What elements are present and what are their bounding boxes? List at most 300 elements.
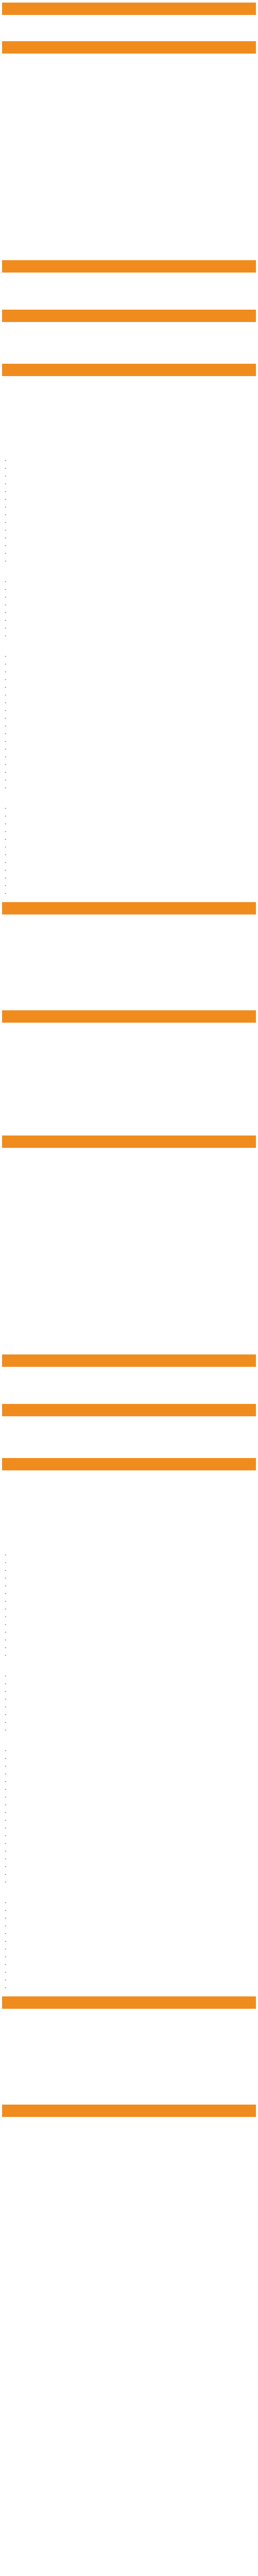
list-title xyxy=(4,645,254,652)
list-item xyxy=(4,715,254,722)
bullet-list xyxy=(4,457,254,565)
list-item xyxy=(4,812,254,820)
section-header-bar xyxy=(2,310,256,322)
list-item xyxy=(4,1914,254,1922)
list-item xyxy=(4,784,254,792)
paragraph-line xyxy=(4,212,254,220)
paragraph-line xyxy=(4,2010,254,2018)
list-item xyxy=(4,1907,254,1914)
list-item xyxy=(4,882,254,890)
section-header-bar xyxy=(2,41,256,54)
list-item xyxy=(4,874,254,882)
list-item xyxy=(4,1793,254,1801)
paragraph xyxy=(4,1044,254,1060)
paragraph-line xyxy=(4,1123,254,1131)
list-item xyxy=(4,527,254,534)
section-header-bar xyxy=(2,1458,256,1470)
paragraph-line xyxy=(4,1205,254,1212)
paragraph-line xyxy=(4,138,254,146)
paragraph-line xyxy=(4,1426,254,1433)
paragraph-line xyxy=(4,1166,254,1174)
list-item xyxy=(4,617,254,624)
paragraph-line xyxy=(4,1024,254,1032)
list-item xyxy=(4,1711,254,1719)
list-item xyxy=(4,1613,254,1621)
list-item xyxy=(4,761,254,769)
bullet-list xyxy=(4,1899,254,1992)
list-item xyxy=(4,1621,254,1629)
paragraph-line xyxy=(4,282,254,290)
paragraph xyxy=(4,158,254,228)
list-item xyxy=(4,550,254,557)
list-item xyxy=(4,1938,254,1945)
list-item xyxy=(4,1961,254,1969)
paragraph-line xyxy=(4,2041,254,2049)
section-body xyxy=(2,1368,256,1399)
list-item xyxy=(4,707,254,715)
list-item xyxy=(4,1652,254,1659)
paragraph-line xyxy=(4,931,254,939)
paragraph-line xyxy=(4,1392,254,1399)
paragraph-line xyxy=(4,1418,254,1426)
paragraph-line xyxy=(4,274,254,282)
list-item xyxy=(4,609,254,617)
paragraph-line xyxy=(4,1291,254,1299)
list-item xyxy=(4,828,254,836)
section-body xyxy=(2,274,256,305)
list-item xyxy=(4,457,254,465)
paragraph-line xyxy=(4,1217,254,1225)
list-item xyxy=(4,769,254,776)
bullet-list xyxy=(4,653,254,792)
section-heading xyxy=(7,310,251,322)
paragraph-line xyxy=(4,1252,254,1260)
paragraph-line xyxy=(4,64,254,72)
paragraph xyxy=(4,1252,254,1322)
list-item xyxy=(4,519,254,527)
paragraph xyxy=(4,1368,254,1399)
bullet-list xyxy=(4,805,254,897)
paragraph-line xyxy=(4,2092,254,2100)
section-header-bar xyxy=(2,3,256,15)
paragraph-line xyxy=(4,975,254,982)
list-item xyxy=(4,1930,254,1938)
list-item xyxy=(4,745,254,753)
list-item xyxy=(4,805,254,812)
paragraph-line xyxy=(4,1368,254,1376)
paragraph-line xyxy=(4,1438,254,1446)
paragraph-line xyxy=(4,429,254,436)
list-item xyxy=(4,1567,254,1574)
paragraph-line xyxy=(4,1260,254,1268)
paragraph-line xyxy=(4,181,254,189)
paragraph-line xyxy=(4,1225,254,1232)
paragraph xyxy=(4,1418,254,1433)
list-item xyxy=(4,699,254,707)
paragraph-line xyxy=(4,1531,254,1538)
paragraph-line xyxy=(4,166,254,174)
list-item xyxy=(4,776,254,784)
paragraph-line xyxy=(4,1307,254,1314)
list-item xyxy=(4,660,254,668)
list-item xyxy=(4,1559,254,1567)
paragraph-line xyxy=(4,1480,254,1487)
list-item xyxy=(4,1726,254,1734)
list-item xyxy=(4,465,254,472)
section-header-bar xyxy=(2,364,256,376)
paragraph-line xyxy=(4,297,254,305)
document-page xyxy=(0,3,258,2576)
paragraph-line xyxy=(4,240,254,248)
list-item xyxy=(4,867,254,874)
paragraph-line xyxy=(4,1384,254,1392)
paragraph-line xyxy=(4,1080,254,1088)
paragraph xyxy=(4,1158,254,1212)
paragraph-line xyxy=(4,2166,254,2174)
paragraph-line xyxy=(4,2182,254,2190)
list-item xyxy=(4,1801,254,1809)
paragraph-line xyxy=(4,385,254,393)
list-item xyxy=(4,542,254,550)
list-item xyxy=(4,1703,254,1711)
paragraph-line xyxy=(4,290,254,297)
paragraph-line xyxy=(4,1487,254,1495)
paragraph-line xyxy=(4,1197,254,1205)
paragraph-line xyxy=(4,110,254,118)
list-item xyxy=(4,1840,254,1848)
paragraph xyxy=(4,123,254,154)
section-heading xyxy=(7,1458,251,1470)
paragraph-line xyxy=(4,421,254,429)
paragraph-line xyxy=(4,436,254,444)
list-item xyxy=(4,1688,254,1696)
paragraph-line xyxy=(4,1276,254,1283)
list-item xyxy=(4,480,254,488)
list-item xyxy=(4,1969,254,1976)
section-body xyxy=(2,1149,256,1350)
paragraph xyxy=(4,1024,254,1040)
section-header-bar xyxy=(2,260,256,273)
paragraph-line xyxy=(4,1507,254,1515)
bullet-list xyxy=(4,1672,254,1734)
list-item xyxy=(4,1953,254,1961)
section-subheading xyxy=(4,55,254,63)
list-item xyxy=(4,859,254,867)
paragraph xyxy=(4,344,254,359)
list-item xyxy=(4,753,254,761)
section-heading xyxy=(7,3,251,15)
paragraph xyxy=(4,1100,254,1131)
paragraph-line xyxy=(4,197,254,205)
list-item xyxy=(4,1770,254,1778)
list-item xyxy=(4,1778,254,1786)
section-heading xyxy=(7,364,251,376)
paragraph-line xyxy=(4,1232,254,1240)
paragraph xyxy=(4,1507,254,1538)
section-heading xyxy=(7,1010,251,1023)
paragraph-line xyxy=(4,1115,254,1123)
list-item xyxy=(4,722,254,730)
paragraph-line xyxy=(4,87,254,95)
paragraph-line xyxy=(4,2119,254,2126)
list-item xyxy=(4,1672,254,1680)
paragraph xyxy=(4,2194,254,2225)
paragraph-line xyxy=(4,1334,254,1342)
list-item xyxy=(4,1755,254,1762)
paragraph-line xyxy=(4,130,254,138)
paragraph-line xyxy=(4,79,254,87)
list-item xyxy=(4,594,254,601)
list-item xyxy=(4,1590,254,1598)
paragraph-line xyxy=(4,123,254,130)
list-title xyxy=(4,796,254,804)
paragraph xyxy=(4,16,254,24)
paragraph-line xyxy=(4,72,254,79)
paragraph xyxy=(4,274,254,305)
list-item xyxy=(4,488,254,496)
paragraph-line xyxy=(4,1515,254,1523)
paragraph xyxy=(4,2010,254,2064)
list-item xyxy=(4,1551,254,1559)
paragraph-line xyxy=(4,351,254,359)
paragraph-line xyxy=(4,189,254,197)
list-item xyxy=(4,496,254,503)
paragraph xyxy=(4,2069,254,2100)
paragraph-line xyxy=(4,1044,254,1052)
section-header-bar xyxy=(2,1136,256,1148)
paragraph-line xyxy=(4,1181,254,1189)
list-item xyxy=(4,1984,254,1992)
section-body xyxy=(2,1418,256,1453)
paragraph-line xyxy=(4,1088,254,1095)
list-item xyxy=(4,1832,254,1840)
list-title xyxy=(4,1891,254,1899)
paragraph-line xyxy=(4,1376,254,1384)
paragraph xyxy=(4,2119,254,2134)
list-title xyxy=(4,1664,254,1672)
paragraph-line xyxy=(4,324,254,331)
list-item xyxy=(4,836,254,843)
paragraph-line xyxy=(4,998,254,1006)
list-title xyxy=(4,1739,254,1747)
section-header-bar xyxy=(2,2105,256,2117)
paragraph-line xyxy=(4,2026,254,2033)
list-item xyxy=(4,601,254,609)
section-heading xyxy=(7,902,251,914)
paragraph-line xyxy=(4,2033,254,2041)
list-item xyxy=(4,851,254,859)
paragraph-line xyxy=(4,2174,254,2182)
section-header-bar xyxy=(2,1404,256,1416)
paragraph xyxy=(4,1472,254,1503)
list-item xyxy=(4,1976,254,1984)
paragraph-line xyxy=(4,1342,254,1350)
paragraph-line xyxy=(4,1240,254,1248)
list-item xyxy=(4,472,254,480)
list-item xyxy=(4,632,254,640)
paragraph xyxy=(4,2159,254,2190)
paragraph xyxy=(4,1327,254,1350)
list-item xyxy=(4,1878,254,1886)
paragraph-line xyxy=(4,1495,254,1503)
list-item xyxy=(4,820,254,828)
list-title xyxy=(4,570,254,578)
paragraph xyxy=(4,1438,254,1453)
list-item xyxy=(4,578,254,586)
paragraph-line xyxy=(4,1158,254,1166)
paragraph-line xyxy=(4,331,254,339)
list-item xyxy=(4,1945,254,1953)
paragraph xyxy=(4,378,254,409)
paragraph-line xyxy=(4,1268,254,1276)
list-item xyxy=(4,1863,254,1871)
list-item xyxy=(4,557,254,565)
paragraph-line xyxy=(4,2146,254,2154)
section-header-bar xyxy=(2,902,256,914)
paragraph-line xyxy=(4,1064,254,1072)
paragraph-line xyxy=(4,205,254,212)
section-body xyxy=(2,16,256,37)
list-item xyxy=(4,1598,254,1605)
list-title xyxy=(4,1543,254,1551)
list-item xyxy=(4,1629,254,1636)
section-body xyxy=(2,1024,256,1131)
list-item xyxy=(4,1848,254,1855)
paragraph-line xyxy=(4,955,254,962)
paragraph-line xyxy=(4,344,254,351)
list-item xyxy=(4,1605,254,1613)
paragraph-line xyxy=(4,1523,254,1531)
bullet-list xyxy=(4,578,254,640)
paragraph-line xyxy=(4,2126,254,2134)
paragraph xyxy=(4,324,254,339)
section-heading xyxy=(7,41,251,54)
list-item xyxy=(4,1636,254,1644)
paragraph-line xyxy=(4,378,254,385)
section-body xyxy=(2,55,256,256)
paragraph-line xyxy=(4,1032,254,1040)
section-body xyxy=(2,378,256,897)
list-item xyxy=(4,691,254,699)
list-item xyxy=(4,511,254,519)
section-header-bar xyxy=(2,1010,256,1023)
section-body xyxy=(2,1472,256,1992)
paragraph-line xyxy=(4,393,254,401)
paragraph-line xyxy=(4,95,254,103)
paragraph-line xyxy=(4,2018,254,2026)
section-subheading xyxy=(4,1149,254,1158)
list-item xyxy=(4,1824,254,1832)
paragraph-line xyxy=(4,413,254,421)
paragraph-line xyxy=(4,2069,254,2077)
list-item xyxy=(4,890,254,897)
section-heading xyxy=(7,1354,251,1367)
paragraph-line xyxy=(4,1100,254,1108)
paragraph-line xyxy=(4,16,254,24)
list-item xyxy=(4,684,254,691)
list-item xyxy=(4,503,254,511)
section-heading xyxy=(7,260,251,273)
paragraph-line xyxy=(4,220,254,228)
paragraph-line xyxy=(4,1072,254,1080)
section-heading xyxy=(7,1996,251,2009)
list-item xyxy=(4,1747,254,1755)
paragraph-line xyxy=(4,939,254,947)
paragraph-line xyxy=(4,2049,254,2057)
paragraph xyxy=(4,1064,254,1095)
section-body xyxy=(2,2010,256,2100)
paragraph-line xyxy=(4,1327,254,1334)
list-item xyxy=(4,1817,254,1824)
section-heading xyxy=(7,2105,251,2117)
paragraph-line xyxy=(4,1052,254,1060)
list-item xyxy=(4,843,254,851)
section-header-bar xyxy=(2,1354,256,1367)
paragraph-line xyxy=(4,29,254,37)
list-item xyxy=(4,730,254,738)
paragraph-line xyxy=(4,1189,254,1197)
paragraph xyxy=(4,413,254,444)
paragraph-line xyxy=(4,2084,254,2092)
paragraph-line xyxy=(4,2194,254,2202)
paragraph-line xyxy=(4,2210,254,2217)
paragraph-line xyxy=(4,1174,254,1181)
section-heading xyxy=(7,1404,251,1416)
paragraph xyxy=(4,232,254,256)
section-header-bar xyxy=(2,1996,256,2009)
list-item xyxy=(4,668,254,676)
paragraph-line xyxy=(4,2202,254,2210)
list-item xyxy=(4,1719,254,1726)
paragraph xyxy=(4,2139,254,2154)
list-item xyxy=(4,653,254,660)
paragraph-line xyxy=(4,174,254,181)
paragraph-line xyxy=(4,982,254,990)
paragraph-line xyxy=(4,2159,254,2166)
list-item xyxy=(4,586,254,594)
paragraph xyxy=(4,975,254,1006)
paragraph xyxy=(4,1217,254,1248)
list-item xyxy=(4,624,254,632)
list-item xyxy=(4,738,254,745)
paragraph-line xyxy=(4,1446,254,1453)
list-item xyxy=(4,1644,254,1652)
paragraph-line xyxy=(4,990,254,998)
list-item xyxy=(4,1762,254,1770)
paragraph-line xyxy=(4,103,254,110)
paragraph-line xyxy=(4,158,254,166)
paragraph-line xyxy=(4,232,254,240)
paragraph-line xyxy=(4,1472,254,1480)
paragraph xyxy=(4,916,254,970)
paragraph-line xyxy=(4,2057,254,2064)
list-item xyxy=(4,1696,254,1703)
list-item xyxy=(4,1871,254,1878)
paragraph-line xyxy=(4,2139,254,2146)
paragraph-line xyxy=(4,146,254,154)
paragraph-line xyxy=(4,916,254,924)
list-item xyxy=(4,1899,254,1907)
list-item xyxy=(4,1922,254,1930)
section-heading xyxy=(7,1136,251,1148)
list-item xyxy=(4,1855,254,1863)
list-item xyxy=(4,1809,254,1817)
paragraph-line xyxy=(4,924,254,931)
section-body xyxy=(2,2119,256,2225)
paragraph xyxy=(4,64,254,118)
paragraph-line xyxy=(4,248,254,256)
paragraph-line xyxy=(4,2217,254,2225)
